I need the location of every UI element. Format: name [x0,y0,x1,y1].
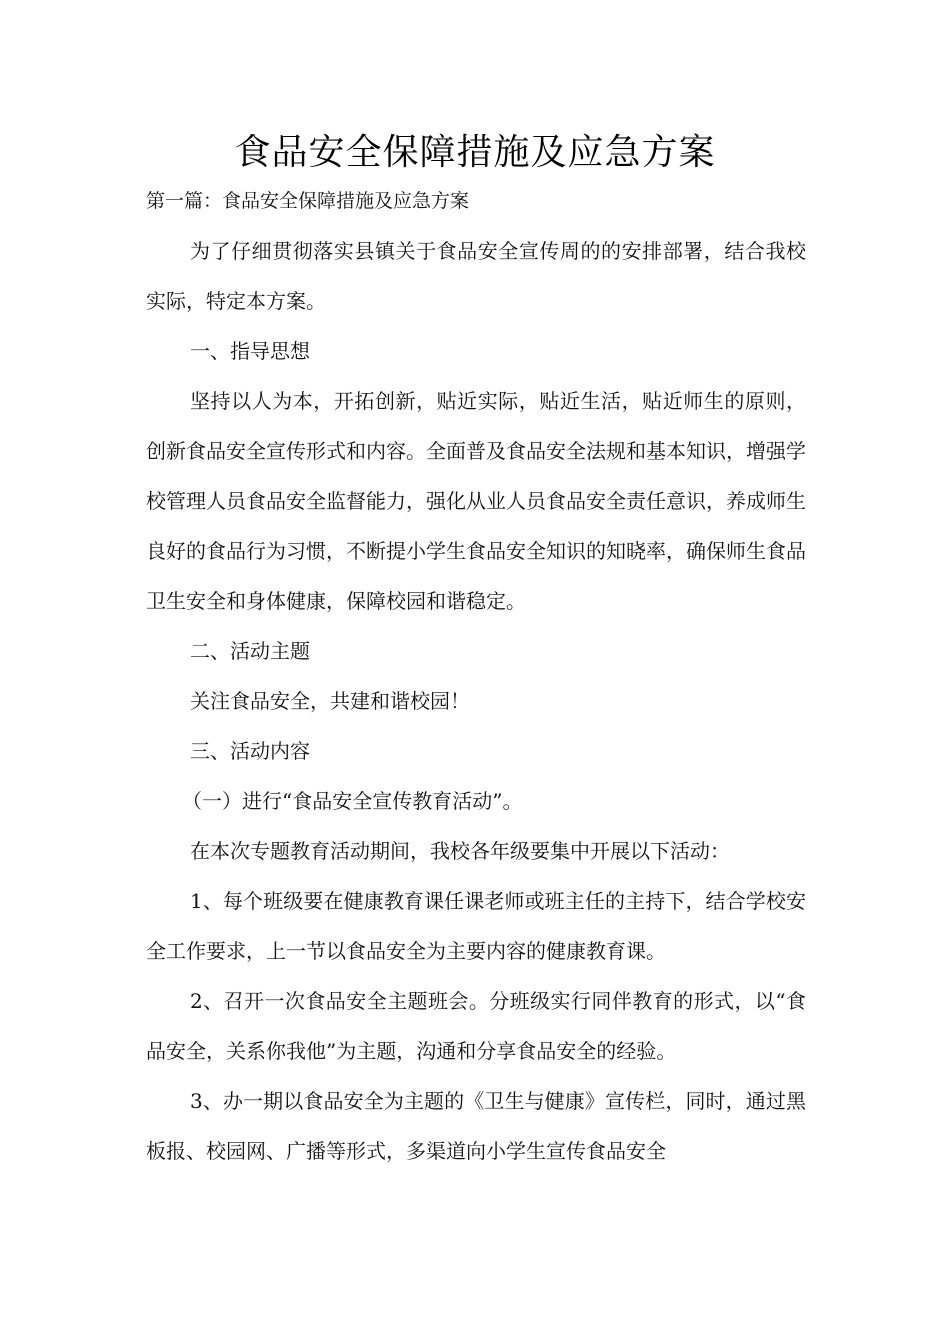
section-heading-activity-theme: 二、活动主题 [190,639,310,663]
section-heading-guiding-ideology: 一、指导思想 [190,339,310,363]
section-heading-activity-content: 三、活动内容 [190,739,310,763]
subsection-heading-education-activity: （一）进行“食品安全宣传教育活动”。 [182,789,523,813]
document-body [146,226,806,1176]
list-item-2: 2、召开一次食品安全主题班会。分班级实行同伴教育的形式，以“食品安全，关系你我他”为主题，沟通和分享食品安全的经验。 [146,989,806,1063]
list-item-3: 3、办一期以食品安全为主题的《卫生与健康》宣传栏，同时，通过黑板报、校园网、广播等形式，多渠道向小学生宣传食品安全 [146,1089,806,1163]
intro-paragraph: 为了仔细贯彻落实县镇关于食品安全宣传周的的安排部署，结合我校实际，特定本方案。 [146,239,806,313]
activity-theme-paragraph: 关注食品安全，共建和谐校园！ [190,689,470,713]
document-title: 食品安全保障措施及应急方案 [234,132,716,173]
list-item-1: 1、每个班级要在健康教育课任课老师或班主任的主持下，结合学校安全工作要求，上一节以食品安全为主要内容的健康教育课。 [146,889,806,963]
document-subtitle: 第一篇：食品安全保障措施及应急方案 [146,190,470,212]
guiding-ideology-paragraph: 坚持以人为本，开拓创新，贴近实际，贴近生活，贴近师生的原则，创新食品安全宣传形式和内容。全面普及食品安全法规和基本知识，增强学校管理人员食品安全监督能力，强化从业人员食品安全责任意识，养成师生良好的食品行为习惯，不断提小学生食品安全知识的知晓率，确保师生食品卫生安全和身体健康，保障校园和谐稳定。 [146,389,806,613]
activity-intro-paragraph: 在本次专题教育活动期间，我校各年级要集中开展以下活动： [190,839,730,863]
